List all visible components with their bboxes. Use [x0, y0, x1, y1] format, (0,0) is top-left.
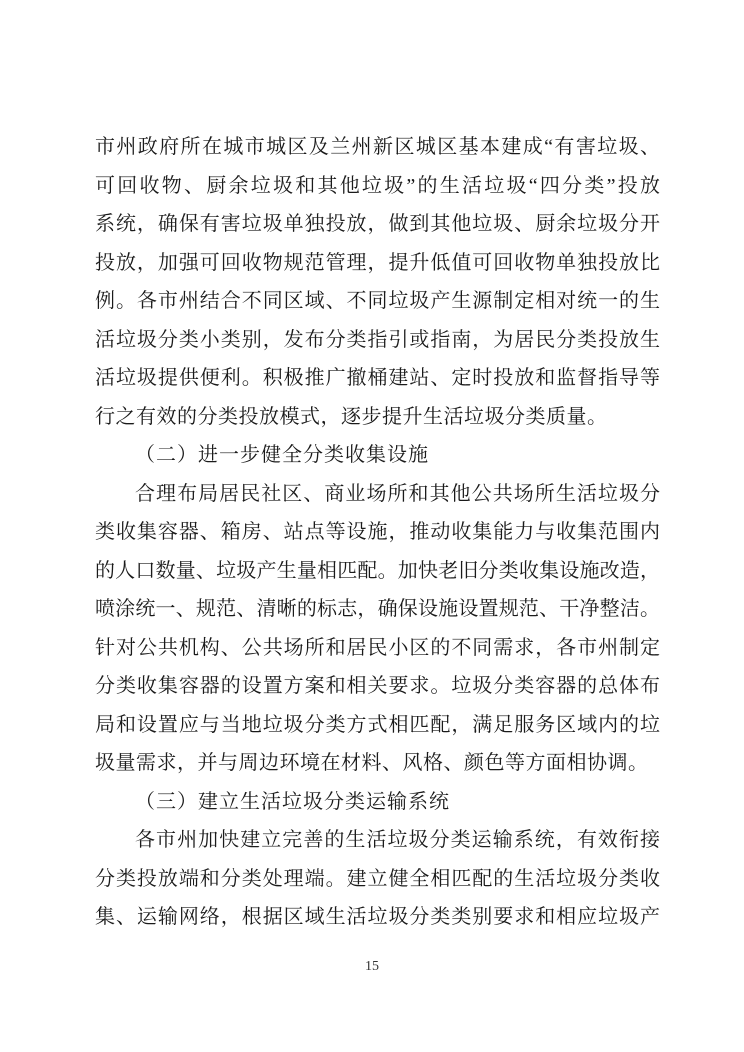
body-text-line: 圾量需求，并与周边环境在材料、风格、颜色等方面相协调。 [95, 752, 649, 774]
body-text-line: 例。各市州结合不同区域、不同垃圾产生源制定相对统一的生 [95, 290, 660, 312]
body-text-line: 集、运输网络，根据区域生活垃圾分类类别要求和相应垃圾产 [95, 906, 660, 928]
body-text-line: 局和设置应与当地垃圾分类方式相匹配，满足服务区域内的垃 [95, 713, 660, 736]
body-text-line: 行之有效的分类投放模式，逐步提升生活垃圾分类质量。 [95, 405, 608, 428]
body-text-line: 针对公共机构、公共场所和居民小区的不同需求，各市州制定 [95, 636, 660, 659]
section-heading-2: （二）进一步健全分类收集设施 [135, 444, 429, 466]
body-text-line: 类收集容器、箱房、站点等设施，推动收集能力与收集范围内 [95, 521, 660, 543]
document-text-block [95, 128, 660, 937]
body-text-line: 喷涂统一、规范、清晰的标志，确保设施设置规范、干净整洁。 [95, 598, 660, 620]
body-text-line: 可回收物、厨余垃圾和其他垃圾”的生活垃圾“四分类”投放 [95, 174, 660, 197]
body-text-line: 分类投放端和分类处理端。建立健全相匹配的生活垃圾分类收 [95, 867, 660, 890]
body-text-line: 投放，加强可回收物规范管理，提升低值可回收物单独投放比 [95, 251, 660, 274]
body-text-line: 市州政府所在城市城区及兰州新区城区基本建成“有害垃圾、 [95, 136, 660, 158]
body-text-line: 合理布局居民社区、商业场所和其他公共场所生活垃圾分 [135, 482, 660, 505]
body-text-line: 各市州加快建立完善的生活垃圾分类运输系统，有效衔接 [135, 829, 660, 851]
section-heading-3: （三）建立生活垃圾分类运输系统 [135, 790, 450, 813]
body-text-line: 分类收集容器的设置方案和相关要求。垃圾分类容器的总体布 [95, 675, 660, 697]
page-number: 15 [365, 959, 379, 974]
body-text-line: 活垃圾提供便利。积极推广撤桶建站、定时投放和监督指导等 [95, 367, 660, 389]
body-text-line: 活垃圾分类小类别，发布分类指引或指南，为居民分类投放生 [95, 328, 660, 351]
body-text-line: 的人口数量、垃圾产生量相匹配。加快老旧分类收集设施改造， [95, 559, 660, 582]
body-text-line: 系统，确保有害垃圾单独投放，做到其他垃圾、厨余垃圾分开 [95, 213, 660, 235]
